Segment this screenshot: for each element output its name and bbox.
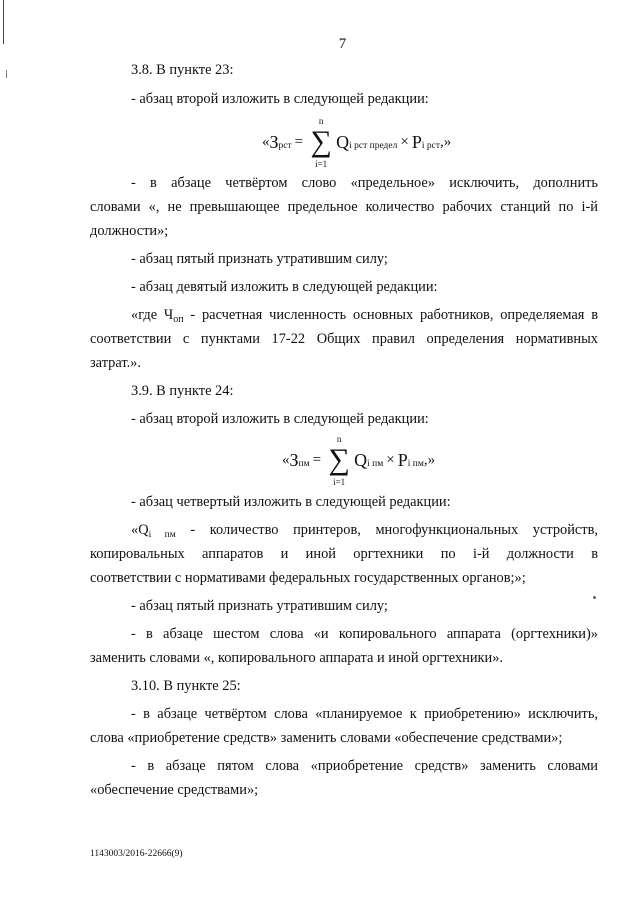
paragraph-instruction: - абзац четвертый изложить в следующей редакции: bbox=[131, 494, 451, 510]
document-footer-id: 1143003/2016-22666(9) bbox=[90, 849, 183, 859]
paragraph-line: затрат.». bbox=[90, 355, 141, 371]
paragraph-line-qipm bbox=[131, 521, 598, 541]
text-part: «Q bbox=[131, 522, 149, 538]
paragraph-line: - в абзаце пятом слова «приобретение средств» заменить словами bbox=[131, 758, 598, 774]
section-heading-3-9: 3.9. В пункте 24: bbox=[131, 383, 234, 399]
paragraph-line: - в абзаце четвёртом слово «предельное» исключить, дополнить bbox=[131, 175, 598, 191]
paragraph-line: словами «, не превышающее предельное количество рабочих станций по i-й bbox=[90, 199, 598, 215]
formula-q-sub: i рст предел bbox=[349, 141, 398, 151]
formula-lhs: З bbox=[289, 449, 299, 470]
section-heading-3-10: 3.10. В пункте 25: bbox=[131, 678, 241, 694]
sum-lower: i=1 bbox=[333, 477, 346, 487]
paragraph-line: - абзац пятый признать утратившим силу; bbox=[131, 598, 388, 614]
paragraph-line: - абзац пятый признать утратившим силу; bbox=[131, 251, 388, 267]
formula-times: × bbox=[400, 133, 409, 150]
formula-zpm bbox=[282, 434, 436, 487]
paragraph-line: - в абзаце четвёртом слова «планируемое к приобретению» исключить, bbox=[131, 706, 598, 722]
formula-lhs-sub: пм bbox=[298, 459, 310, 469]
paragraph-line-chop bbox=[131, 306, 598, 326]
formula-q: Q bbox=[354, 449, 368, 470]
paragraph-line: копировальных аппаратов и иной оргтехники по i-й должности в bbox=[90, 546, 598, 562]
formula-p: P bbox=[397, 449, 408, 470]
formula-open-quote: « bbox=[282, 451, 290, 468]
text-part: - расчетная численность основных работников, определяемая в bbox=[183, 307, 599, 323]
paragraph-line: соответствии с нормативами федеральных государственных органов;»; bbox=[90, 570, 526, 586]
scan-tick-mark bbox=[6, 70, 7, 78]
formula-p-sub: i пм bbox=[407, 459, 424, 469]
formula-zrst bbox=[262, 116, 452, 169]
text-part: - количество принтеров, многофункциональных устройств, bbox=[175, 522, 598, 538]
paragraph-instruction: - абзац второй изложить в следующей редакции: bbox=[131, 91, 429, 107]
paragraph-instruction: - абзац второй изложить в следующей редакции: bbox=[131, 411, 429, 427]
sum-upper: n bbox=[318, 116, 324, 126]
sigma-icon: ∑ bbox=[328, 443, 350, 476]
scan-speck bbox=[593, 596, 596, 599]
formula-open-quote: « bbox=[262, 133, 270, 150]
formula-equals: = bbox=[294, 133, 304, 150]
formula-lhs-sub: рст bbox=[278, 141, 292, 151]
formula-close-quote: ,» bbox=[423, 451, 436, 468]
paragraph-line: заменить словами «, копировального аппарата и иной оргтехники». bbox=[90, 650, 504, 666]
formula-p-sub: i рст bbox=[421, 141, 440, 151]
sum-symbol bbox=[309, 116, 333, 169]
formula-times: × bbox=[386, 451, 395, 468]
paragraph-line: - в абзаце шестом слова «и копировального аппарата (оргтехники)» bbox=[131, 626, 598, 642]
formula-p: P bbox=[411, 131, 422, 152]
text-part: «где Ч bbox=[131, 307, 174, 323]
sum-symbol bbox=[327, 434, 351, 487]
subscript: оп bbox=[173, 314, 184, 325]
formula-close-quote: ,» bbox=[439, 133, 452, 150]
paragraph-line: - абзац девятый изложить в следующей редакции: bbox=[131, 279, 438, 295]
section-heading-3-8: 3.8. В пункте 23: bbox=[131, 62, 234, 78]
paragraph-line: соответствии с пунктами 17-22 Общих правил определения нормативных bbox=[90, 331, 598, 347]
formula-lhs: З bbox=[269, 131, 279, 152]
sum-lower: i=1 bbox=[315, 159, 328, 169]
subscript: i пм bbox=[148, 530, 176, 540]
sum-upper: n bbox=[336, 434, 342, 444]
sigma-icon: ∑ bbox=[310, 125, 332, 158]
formula-equals: = bbox=[312, 451, 322, 468]
paragraph-line: слова «приобретение средств» заменить словами «обеспечение средствами»; bbox=[90, 730, 563, 746]
paragraph-line: должности»; bbox=[90, 223, 169, 239]
formula-q: Q bbox=[336, 131, 350, 152]
paragraph-line: «обеспечение средствами»; bbox=[90, 782, 259, 798]
page-number: 7 bbox=[338, 36, 347, 52]
formula-q-sub: i пм bbox=[367, 459, 384, 469]
